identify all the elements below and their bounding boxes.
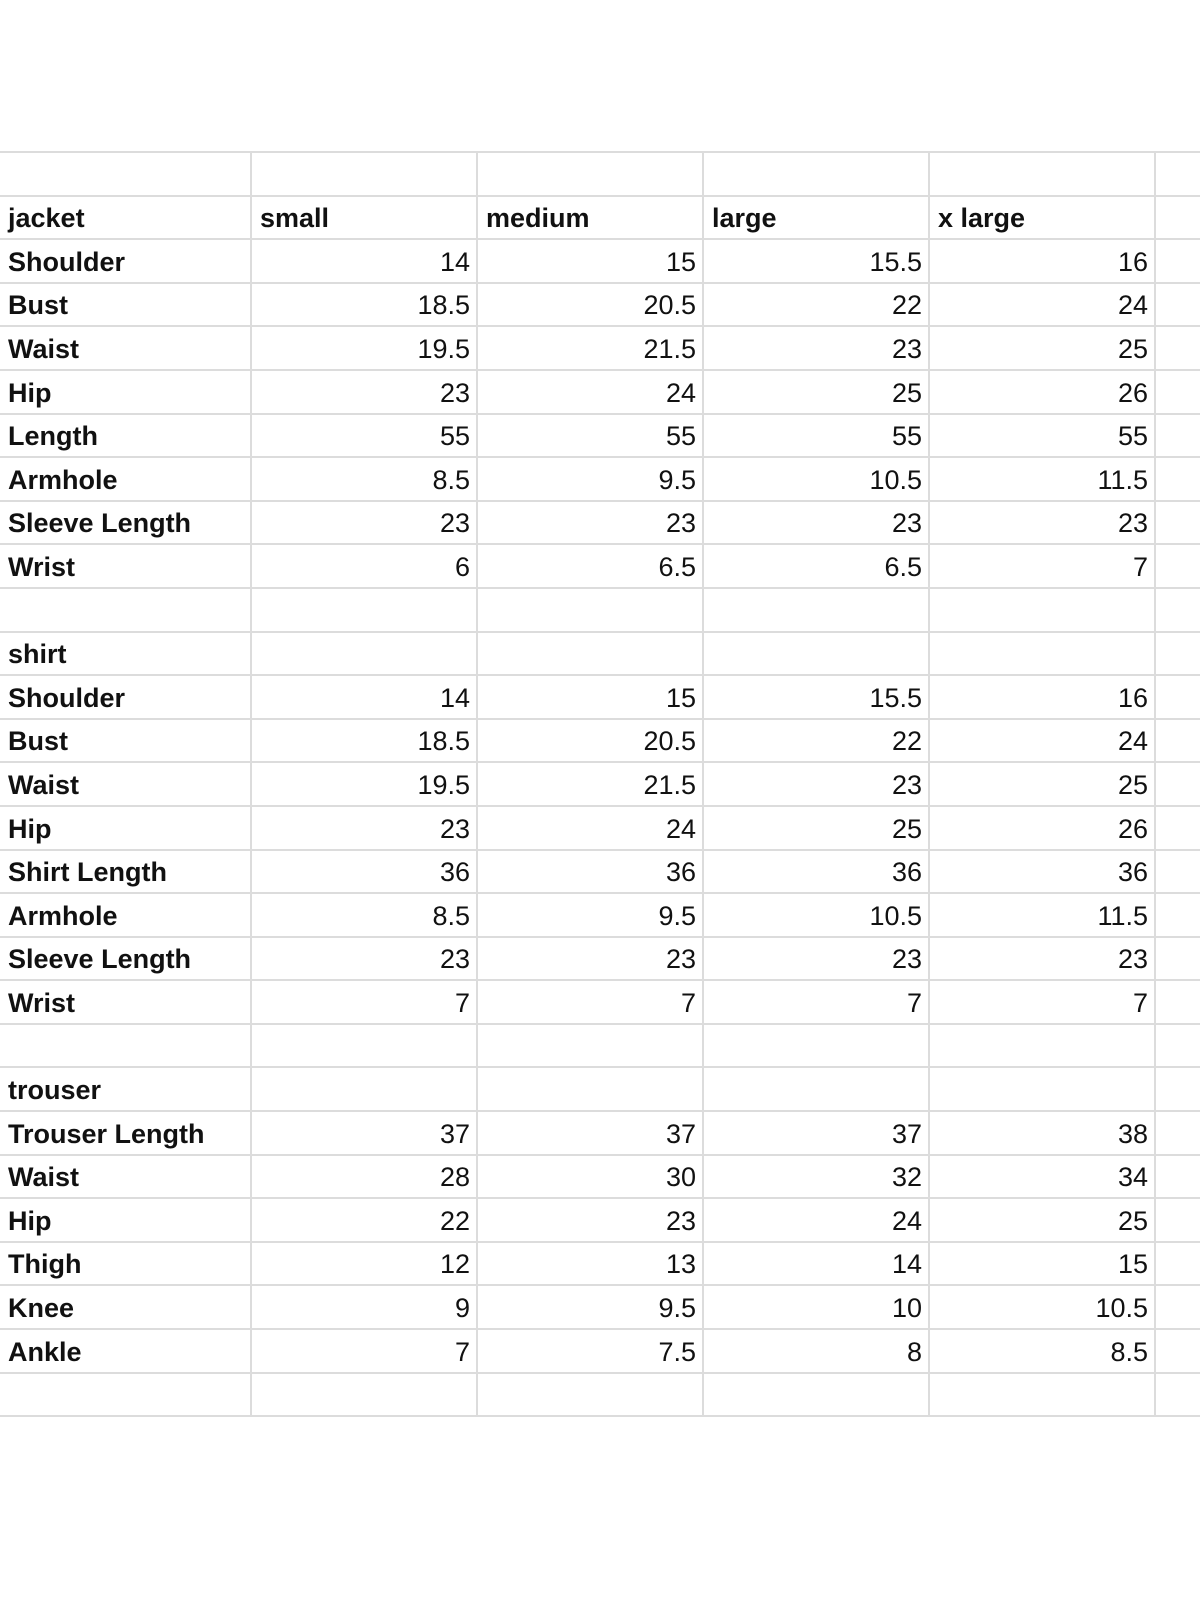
measurement-value[interactable]: 20.5 <box>477 283 703 327</box>
section-row-shirt <box>0 632 1200 676</box>
empty-cell[interactable] <box>1155 283 1200 327</box>
measurement-value[interactable]: 15 <box>477 675 703 719</box>
table-row <box>0 1242 1200 1286</box>
measurement-value[interactable]: 7.5 <box>477 1329 703 1373</box>
empty-cell[interactable] <box>703 152 929 196</box>
table-row <box>0 1285 1200 1329</box>
empty-cell[interactable] <box>1155 1285 1200 1329</box>
empty-cell[interactable] <box>1155 1111 1200 1155</box>
empty-cell[interactable] <box>251 1067 477 1111</box>
measurement-label[interactable]: Shoulder <box>0 239 251 283</box>
measurement-value[interactable]: 36 <box>703 850 929 894</box>
empty-cell[interactable] <box>1155 196 1200 240</box>
empty-cell[interactable] <box>1155 762 1200 806</box>
measurement-label[interactable]: Hip <box>0 1198 251 1242</box>
measurement-value[interactable]: 11.5 <box>929 457 1155 501</box>
column-header[interactable]: medium <box>477 196 703 240</box>
empty-cell[interactable] <box>1155 1024 1200 1068</box>
empty-cell[interactable] <box>1155 239 1200 283</box>
blank-row <box>0 588 1200 632</box>
measurement-value[interactable]: 14 <box>251 239 477 283</box>
measurement-value[interactable]: 15.5 <box>703 675 929 719</box>
empty-cell[interactable] <box>703 632 929 676</box>
empty-cell[interactable] <box>0 152 251 196</box>
empty-cell[interactable] <box>251 1373 477 1417</box>
column-header[interactable]: small <box>251 196 477 240</box>
measurement-value[interactable]: 10.5 <box>703 457 929 501</box>
section-title-trouser[interactable]: trouser <box>0 1067 251 1111</box>
empty-cell[interactable] <box>1155 414 1200 458</box>
empty-cell[interactable] <box>929 1067 1155 1111</box>
measurement-label[interactable]: Sleeve Length <box>0 501 251 545</box>
empty-cell[interactable] <box>1155 850 1200 894</box>
empty-cell[interactable] <box>477 1373 703 1417</box>
header-row <box>0 196 1200 240</box>
measurement-value[interactable]: 21.5 <box>477 762 703 806</box>
measurement-label[interactable]: Length <box>0 414 251 458</box>
measurement-label[interactable]: Thigh <box>0 1242 251 1286</box>
blank-row <box>0 152 1200 196</box>
measurement-value[interactable]: 23 <box>929 937 1155 981</box>
measurement-value[interactable]: 9.5 <box>477 457 703 501</box>
empty-cell[interactable] <box>1155 1067 1200 1111</box>
measurement-value[interactable]: 24 <box>703 1198 929 1242</box>
measurement-label[interactable]: Knee <box>0 1285 251 1329</box>
table-row <box>0 414 1200 458</box>
empty-cell[interactable] <box>251 1024 477 1068</box>
table-row <box>0 675 1200 719</box>
measurement-value[interactable]: 8.5 <box>251 893 477 937</box>
measurement-value[interactable]: 9.5 <box>477 893 703 937</box>
measurement-label[interactable]: Wrist <box>0 980 251 1024</box>
measurement-value[interactable]: 55 <box>251 414 477 458</box>
empty-cell[interactable] <box>251 152 477 196</box>
table-row <box>0 719 1200 763</box>
table-row <box>0 980 1200 1024</box>
empty-cell[interactable] <box>1155 980 1200 1024</box>
measurement-value[interactable]: 9 <box>251 1285 477 1329</box>
measurement-value[interactable]: 30 <box>477 1155 703 1199</box>
measurement-value[interactable]: 36 <box>477 850 703 894</box>
measurement-label[interactable]: Sleeve Length <box>0 937 251 981</box>
table-row <box>0 937 1200 981</box>
measurement-value[interactable]: 28 <box>251 1155 477 1199</box>
empty-cell[interactable] <box>0 1024 251 1068</box>
measurement-label[interactable]: Waist <box>0 1155 251 1199</box>
empty-cell[interactable] <box>1155 544 1200 588</box>
measurement-value[interactable]: 6.5 <box>703 544 929 588</box>
measurement-value[interactable]: 8.5 <box>929 1329 1155 1373</box>
measurement-value[interactable]: 36 <box>929 850 1155 894</box>
measurement-value[interactable]: 12 <box>251 1242 477 1286</box>
measurement-value[interactable]: 23 <box>251 806 477 850</box>
empty-cell[interactable] <box>1155 588 1200 632</box>
table-row <box>0 893 1200 937</box>
measurement-value[interactable]: 23 <box>929 501 1155 545</box>
measurement-value[interactable]: 14 <box>703 1242 929 1286</box>
measurement-value[interactable]: 22 <box>703 283 929 327</box>
measurement-value[interactable]: 7 <box>703 980 929 1024</box>
measurement-value[interactable]: 37 <box>703 1111 929 1155</box>
measurement-label[interactable]: Waist <box>0 326 251 370</box>
empty-cell[interactable] <box>703 1373 929 1417</box>
blank-row <box>0 1024 1200 1068</box>
measurement-value[interactable]: 25 <box>703 806 929 850</box>
measurement-value[interactable]: 32 <box>703 1155 929 1199</box>
measurement-label[interactable]: Waist <box>0 762 251 806</box>
measurement-value[interactable]: 23 <box>251 501 477 545</box>
measurement-value[interactable]: 16 <box>929 239 1155 283</box>
empty-cell[interactable] <box>1155 152 1200 196</box>
empty-cell[interactable] <box>929 588 1155 632</box>
empty-cell[interactable] <box>1155 457 1200 501</box>
table-row <box>0 850 1200 894</box>
empty-cell[interactable] <box>251 588 477 632</box>
measurement-label[interactable]: Trouser Length <box>0 1111 251 1155</box>
table-row <box>0 239 1200 283</box>
empty-cell[interactable] <box>0 1373 251 1417</box>
measurement-value[interactable]: 20.5 <box>477 719 703 763</box>
measurement-value[interactable]: 8.5 <box>251 457 477 501</box>
measurement-value[interactable]: 23 <box>703 326 929 370</box>
section-row-trouser <box>0 1067 1200 1111</box>
measurement-value[interactable]: 24 <box>929 283 1155 327</box>
measurement-value[interactable]: 25 <box>929 1198 1155 1242</box>
section-title-shirt[interactable]: shirt <box>0 632 251 676</box>
empty-cell[interactable] <box>1155 1198 1200 1242</box>
measurement-label[interactable]: Armhole <box>0 893 251 937</box>
measurement-value[interactable]: 16 <box>929 675 1155 719</box>
empty-cell[interactable] <box>0 588 251 632</box>
measurement-value[interactable]: 23 <box>477 937 703 981</box>
measurement-value[interactable]: 23 <box>703 762 929 806</box>
measurement-label[interactable]: Hip <box>0 806 251 850</box>
table-row <box>0 1329 1200 1373</box>
size-chart-table <box>0 151 1200 1417</box>
measurement-value[interactable]: 24 <box>477 806 703 850</box>
measurement-value[interactable]: 13 <box>477 1242 703 1286</box>
empty-cell[interactable] <box>1155 370 1200 414</box>
empty-cell[interactable] <box>251 632 477 676</box>
column-header[interactable]: x large <box>929 196 1155 240</box>
measurement-value[interactable]: 26 <box>929 806 1155 850</box>
empty-cell[interactable] <box>1155 675 1200 719</box>
empty-cell[interactable] <box>477 152 703 196</box>
empty-cell[interactable] <box>1155 719 1200 763</box>
empty-cell[interactable] <box>1155 632 1200 676</box>
measurement-label[interactable]: Bust <box>0 719 251 763</box>
measurement-value[interactable]: 25 <box>929 762 1155 806</box>
table-row <box>0 326 1200 370</box>
blank-row <box>0 1373 1200 1417</box>
empty-cell[interactable] <box>703 588 929 632</box>
measurement-value[interactable]: 25 <box>703 370 929 414</box>
measurement-value[interactable]: 24 <box>929 719 1155 763</box>
measurement-value[interactable]: 7 <box>251 980 477 1024</box>
empty-cell[interactable] <box>703 1067 929 1111</box>
table-row <box>0 544 1200 588</box>
measurement-value[interactable]: 6.5 <box>477 544 703 588</box>
measurement-value[interactable]: 7 <box>929 980 1155 1024</box>
empty-cell[interactable] <box>477 1067 703 1111</box>
empty-cell[interactable] <box>1155 893 1200 937</box>
measurement-value[interactable]: 55 <box>703 414 929 458</box>
measurement-value[interactable]: 23 <box>251 937 477 981</box>
measurement-value[interactable]: 37 <box>477 1111 703 1155</box>
measurement-value[interactable]: 14 <box>251 675 477 719</box>
measurement-value[interactable]: 18.5 <box>251 719 477 763</box>
measurement-value[interactable]: 10 <box>703 1285 929 1329</box>
measurement-label[interactable]: Ankle <box>0 1329 251 1373</box>
measurement-label[interactable]: Hip <box>0 370 251 414</box>
measurement-value[interactable]: 55 <box>477 414 703 458</box>
measurement-value[interactable]: 38 <box>929 1111 1155 1155</box>
measurement-value[interactable]: 18.5 <box>251 283 477 327</box>
measurement-value[interactable]: 11.5 <box>929 893 1155 937</box>
empty-cell[interactable] <box>477 632 703 676</box>
measurement-label[interactable]: Wrist <box>0 544 251 588</box>
empty-cell[interactable] <box>1155 806 1200 850</box>
measurement-value[interactable]: 22 <box>703 719 929 763</box>
measurement-value[interactable]: 15 <box>477 239 703 283</box>
empty-cell[interactable] <box>703 1024 929 1068</box>
table-row <box>0 806 1200 850</box>
section-title-jacket[interactable]: jacket <box>0 196 251 240</box>
measurement-label[interactable]: Shirt Length <box>0 850 251 894</box>
table-row <box>0 370 1200 414</box>
measurement-value[interactable]: 23 <box>477 1198 703 1242</box>
measurement-label[interactable]: Bust <box>0 283 251 327</box>
empty-cell[interactable] <box>477 588 703 632</box>
measurement-value[interactable]: 19.5 <box>251 762 477 806</box>
table-row <box>0 1198 1200 1242</box>
table-row <box>0 762 1200 806</box>
measurement-value[interactable]: 37 <box>251 1111 477 1155</box>
measurement-value[interactable]: 23 <box>477 501 703 545</box>
measurement-value[interactable]: 26 <box>929 370 1155 414</box>
measurement-value[interactable]: 7 <box>477 980 703 1024</box>
empty-cell[interactable] <box>929 632 1155 676</box>
measurement-value[interactable]: 36 <box>251 850 477 894</box>
measurement-value[interactable]: 55 <box>929 414 1155 458</box>
measurement-value[interactable]: 15 <box>929 1242 1155 1286</box>
empty-cell[interactable] <box>1155 937 1200 981</box>
empty-cell[interactable] <box>1155 326 1200 370</box>
measurement-label[interactable]: Armhole <box>0 457 251 501</box>
measurement-value[interactable]: 9.5 <box>477 1285 703 1329</box>
measurement-value[interactable]: 10.5 <box>703 893 929 937</box>
measurement-value[interactable]: 21.5 <box>477 326 703 370</box>
table-row <box>0 1111 1200 1155</box>
measurement-value[interactable]: 25 <box>929 326 1155 370</box>
measurement-value[interactable]: 6 <box>251 544 477 588</box>
empty-cell[interactable] <box>477 1024 703 1068</box>
empty-cell[interactable] <box>1155 1242 1200 1286</box>
measurement-value[interactable]: 34 <box>929 1155 1155 1199</box>
measurement-value[interactable]: 22 <box>251 1198 477 1242</box>
measurement-value[interactable]: 23 <box>703 501 929 545</box>
empty-cell[interactable] <box>929 1024 1155 1068</box>
measurement-value[interactable]: 7 <box>251 1329 477 1373</box>
empty-cell[interactable] <box>929 1373 1155 1417</box>
size-chart-body <box>0 152 1200 1416</box>
table-row <box>0 283 1200 327</box>
column-header[interactable]: large <box>703 196 929 240</box>
table-row <box>0 501 1200 545</box>
measurement-value[interactable]: 8 <box>703 1329 929 1373</box>
empty-cell[interactable] <box>1155 501 1200 545</box>
measurement-value[interactable]: 24 <box>477 370 703 414</box>
measurement-label[interactable]: Shoulder <box>0 675 251 719</box>
empty-cell[interactable] <box>1155 1155 1200 1199</box>
table-row <box>0 1155 1200 1199</box>
empty-cell[interactable] <box>929 152 1155 196</box>
measurement-value[interactable]: 10.5 <box>929 1285 1155 1329</box>
table-row <box>0 457 1200 501</box>
measurement-value[interactable]: 15.5 <box>703 239 929 283</box>
empty-cell[interactable] <box>1155 1373 1200 1417</box>
empty-cell[interactable] <box>1155 1329 1200 1373</box>
measurement-value[interactable]: 23 <box>251 370 477 414</box>
measurement-value[interactable]: 19.5 <box>251 326 477 370</box>
measurement-value[interactable]: 23 <box>703 937 929 981</box>
measurement-value[interactable]: 7 <box>929 544 1155 588</box>
